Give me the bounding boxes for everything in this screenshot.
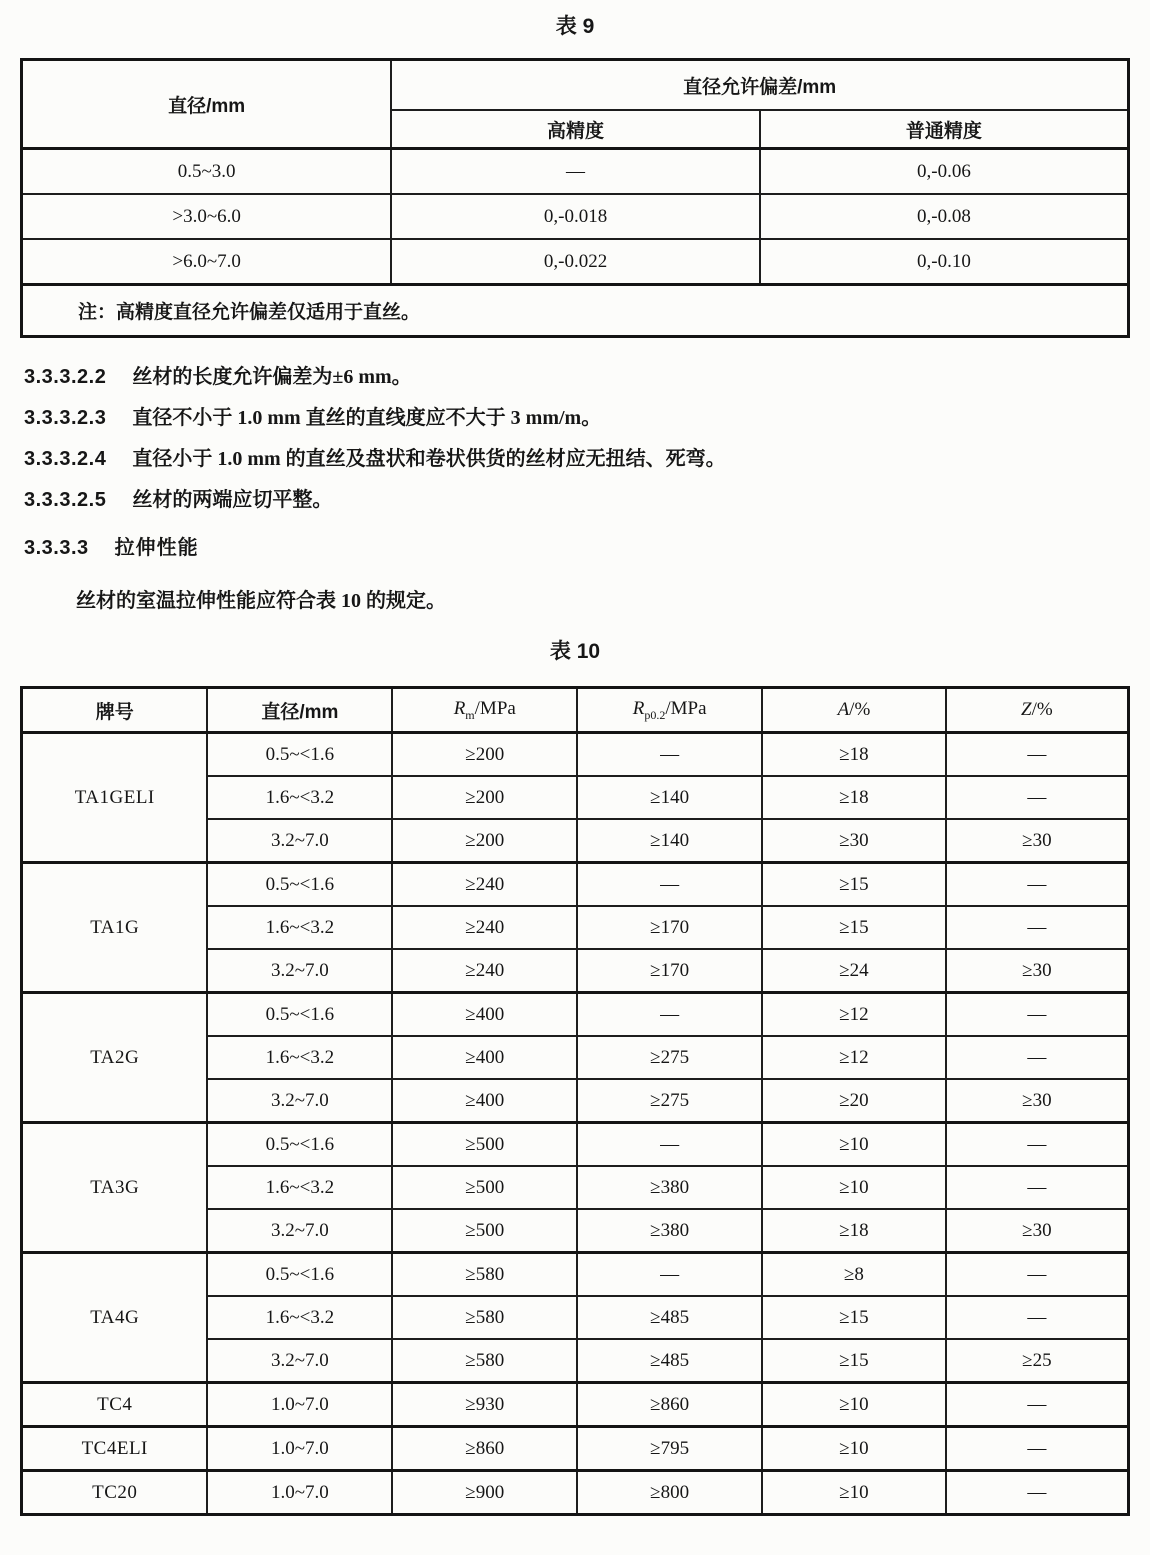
table10-header-rm: [392, 688, 577, 733]
table9-header-high-precision: 高精度: [391, 110, 760, 149]
normal-precision-cell: 0,-0.06: [760, 149, 1129, 195]
a-cell: ≥20: [762, 1079, 946, 1123]
a-cell: ≥18: [762, 1209, 946, 1253]
a-cell: ≥10: [762, 1427, 946, 1471]
intro-sentence: 丝材的室温拉伸性能应符合表 10 的规定。: [76, 590, 446, 612]
rm-cell: ≥500: [392, 1209, 577, 1253]
rm-unit: /MPa: [474, 697, 516, 719]
z-cell: ≥25: [946, 1339, 1129, 1383]
diameter-cell: 0.5~3.0: [22, 149, 392, 195]
a-cell: ≥30: [762, 819, 946, 863]
z-cell: —: [946, 1166, 1129, 1209]
grade-cell: TC20: [22, 1471, 208, 1515]
rp-cell: ≥800: [577, 1471, 762, 1515]
rp02-symbol: R: [632, 697, 645, 719]
diameter-cell: 1.6~<3.2: [207, 1166, 392, 1209]
grade-cell: TA2G: [22, 993, 208, 1123]
z-cell: —: [946, 1471, 1129, 1515]
rp-cell: ≥140: [577, 819, 762, 863]
z-cell: —: [946, 863, 1129, 907]
z-cell: —: [946, 1253, 1129, 1297]
table9-row: [22, 239, 1129, 285]
table10-header-a: [762, 688, 946, 733]
rp-cell: ≥860: [577, 1383, 762, 1427]
high-precision-cell: 0,-0.022: [391, 239, 760, 285]
rm-cell: ≥580: [392, 1296, 577, 1339]
rp-cell: ≥275: [577, 1036, 762, 1079]
diameter-cell: 1.6~<3.2: [207, 1036, 392, 1079]
clause-paragraphs: [20, 364, 1130, 513]
a-cell: ≥15: [762, 906, 946, 949]
rm-cell: ≥860: [392, 1427, 577, 1471]
table9-row: [22, 194, 1129, 239]
table10-header-row: [22, 688, 1129, 733]
table9-header-tolerance: 直径允许偏差/mm: [391, 60, 1128, 111]
rm-cell: ≥580: [392, 1339, 577, 1383]
z-cell: —: [946, 1383, 1129, 1427]
table10-caption: 表 10: [549, 640, 601, 663]
grade-cell: TA3G: [22, 1123, 208, 1253]
z-cell: ≥30: [946, 1209, 1129, 1253]
z-cell: —: [946, 906, 1129, 949]
diameter-cell: 0.5~<1.6: [207, 1253, 392, 1297]
table-row: [22, 1253, 1129, 1297]
clause-number: 3.3.3.2.2: [24, 366, 107, 388]
z-cell: ≥30: [946, 1079, 1129, 1123]
grade-cell: TA4G: [22, 1253, 208, 1383]
rp-cell: ≥170: [577, 949, 762, 993]
a-cell: ≥15: [762, 1339, 946, 1383]
rp-cell: —: [577, 1253, 762, 1297]
rm-cell: ≥500: [392, 1123, 577, 1167]
a-cell: ≥15: [762, 863, 946, 907]
z-unit: /%: [1031, 699, 1053, 720]
a-symbol: A: [837, 699, 850, 720]
high-precision-cell: 0,-0.018: [391, 194, 760, 239]
table-row: [22, 733, 1129, 777]
grade-cell: TA1GELI: [22, 733, 208, 863]
clause-text: 直径小于 1.0 mm 的直丝及盘状和卷状供货的丝材应无扭结、死弯。: [132, 448, 726, 470]
table-row: [22, 993, 1129, 1037]
table10-header-grade: 牌号: [22, 688, 208, 733]
rm-cell: ≥580: [392, 1253, 577, 1297]
z-cell: —: [946, 993, 1129, 1037]
rm-subscript: m: [465, 707, 475, 722]
z-cell: —: [946, 1123, 1129, 1167]
rp-cell: —: [577, 993, 762, 1037]
table9-header-diameter: 直径/mm: [22, 60, 392, 149]
diameter-cell: 1.0~7.0: [207, 1383, 392, 1427]
rp-cell: ≥380: [577, 1209, 762, 1253]
section-heading-3.3.3.3: [20, 535, 1130, 561]
table9-header-normal-precision: 普通精度: [760, 110, 1129, 149]
a-cell: ≥8: [762, 1253, 946, 1297]
table10-header-diameter: 直径/mm: [207, 688, 392, 733]
clause-3.3.3.2.4: [20, 446, 1130, 472]
diameter-cell: 3.2~7.0: [207, 1079, 392, 1123]
rp-cell: —: [577, 1123, 762, 1167]
table10-header-z: [946, 688, 1129, 733]
z-cell: —: [946, 1427, 1129, 1471]
table9-note: 注：高精度直径允许偏差仅适用于直丝。: [22, 285, 1129, 337]
z-cell: —: [946, 776, 1129, 819]
diameter-cell: 1.0~7.0: [207, 1427, 392, 1471]
clause-text: 丝材的两端应切平整。: [132, 489, 333, 511]
clause-number: 3.3.3.2.5: [24, 489, 107, 511]
rp-cell: ≥485: [577, 1339, 762, 1383]
rm-cell: ≥240: [392, 863, 577, 907]
high-precision-cell: —: [391, 149, 760, 195]
diameter-cell: 3.2~7.0: [207, 819, 392, 863]
a-cell: ≥12: [762, 1036, 946, 1079]
rm-cell: ≥900: [392, 1471, 577, 1515]
a-cell: ≥12: [762, 993, 946, 1037]
a-cell: ≥10: [762, 1123, 946, 1167]
rp-cell: ≥380: [577, 1166, 762, 1209]
a-unit: /%: [849, 699, 871, 720]
rm-cell: ≥200: [392, 776, 577, 819]
diameter-cell: 0.5~<1.6: [207, 733, 392, 777]
a-cell: ≥18: [762, 733, 946, 777]
diameter-cell: 0.5~<1.6: [207, 993, 392, 1037]
diameter-cell: >3.0~6.0: [22, 194, 392, 239]
z-cell: —: [946, 1296, 1129, 1339]
a-cell: ≥10: [762, 1166, 946, 1209]
z-symbol: Z: [1021, 699, 1032, 720]
table-row: [22, 1383, 1129, 1427]
rp-cell: ≥485: [577, 1296, 762, 1339]
rp-cell: ≥275: [577, 1079, 762, 1123]
clause-number: 3.3.3.2.4: [24, 448, 107, 470]
clause-3.3.3.2.3: [20, 405, 1130, 431]
rp-cell: ≥170: [577, 906, 762, 949]
normal-precision-cell: 0,-0.10: [760, 239, 1129, 285]
diameter-cell: 1.6~<3.2: [207, 906, 392, 949]
rm-cell: ≥200: [392, 733, 577, 777]
rp02-unit: /MPa: [665, 697, 707, 719]
diameter-cell: 1.6~<3.2: [207, 1296, 392, 1339]
a-cell: ≥10: [762, 1471, 946, 1515]
rm-cell: ≥500: [392, 1166, 577, 1209]
clause-text: 丝材的长度允许偏差为±6 mm。: [132, 366, 412, 388]
z-cell: ≥30: [946, 949, 1129, 993]
rm-cell: ≥930: [392, 1383, 577, 1427]
rp-cell: ≥140: [577, 776, 762, 819]
a-cell: ≥15: [762, 1296, 946, 1339]
rp-cell: ≥795: [577, 1427, 762, 1471]
grade-cell: TC4ELI: [22, 1427, 208, 1471]
diameter-cell: 3.2~7.0: [207, 1339, 392, 1383]
a-cell: ≥24: [762, 949, 946, 993]
diameter-cell: 1.0~7.0: [207, 1471, 392, 1515]
rm-cell: ≥240: [392, 906, 577, 949]
diameter-cell: 3.2~7.0: [207, 949, 392, 993]
rm-cell: ≥200: [392, 819, 577, 863]
rm-cell: ≥240: [392, 949, 577, 993]
table9-note-row: [22, 285, 1129, 337]
table-row: [22, 863, 1129, 907]
z-cell: ≥30: [946, 819, 1129, 863]
table-row: [22, 1471, 1129, 1515]
clause-3.3.3.2.2: [20, 364, 1130, 390]
diameter-cell: 0.5~<1.6: [207, 1123, 392, 1167]
clause-3.3.3.2.5: [20, 487, 1130, 513]
diameter-cell: 1.6~<3.2: [207, 776, 392, 819]
z-cell: —: [946, 1036, 1129, 1079]
normal-precision-cell: 0,-0.08: [760, 194, 1129, 239]
z-cell: —: [946, 733, 1129, 777]
table-row: [22, 1123, 1129, 1167]
rm-symbol: R: [453, 697, 466, 719]
table9-caption: 表 9: [555, 15, 595, 38]
clause-number: 3.3.3.2.3: [24, 407, 107, 429]
rp-cell: —: [577, 733, 762, 777]
diameter-cell: 3.2~7.0: [207, 1209, 392, 1253]
rm-cell: ≥400: [392, 1079, 577, 1123]
clause-text: 直径不小于 1.0 mm 直丝的直线度应不大于 3 mm/m。: [132, 407, 602, 429]
rp-cell: —: [577, 863, 762, 907]
diameter-cell: 0.5~<1.6: [207, 863, 392, 907]
section-title: 拉伸性能: [114, 537, 199, 559]
table9-row: [22, 149, 1129, 195]
grade-cell: TC4: [22, 1383, 208, 1427]
section-number: 3.3.3.3: [24, 537, 89, 559]
table9: [20, 58, 1130, 338]
rp02-subscript: p0.2: [644, 707, 666, 722]
a-cell: ≥18: [762, 776, 946, 819]
table10-header-rp02: [577, 688, 762, 733]
table9-header-row1: [22, 60, 1129, 111]
rm-cell: ≥400: [392, 993, 577, 1037]
a-cell: ≥10: [762, 1383, 946, 1427]
rm-cell: ≥400: [392, 1036, 577, 1079]
diameter-cell: >6.0~7.0: [22, 239, 392, 285]
table10: [20, 686, 1130, 1516]
grade-cell: TA1G: [22, 863, 208, 993]
table-row: [22, 1427, 1129, 1471]
